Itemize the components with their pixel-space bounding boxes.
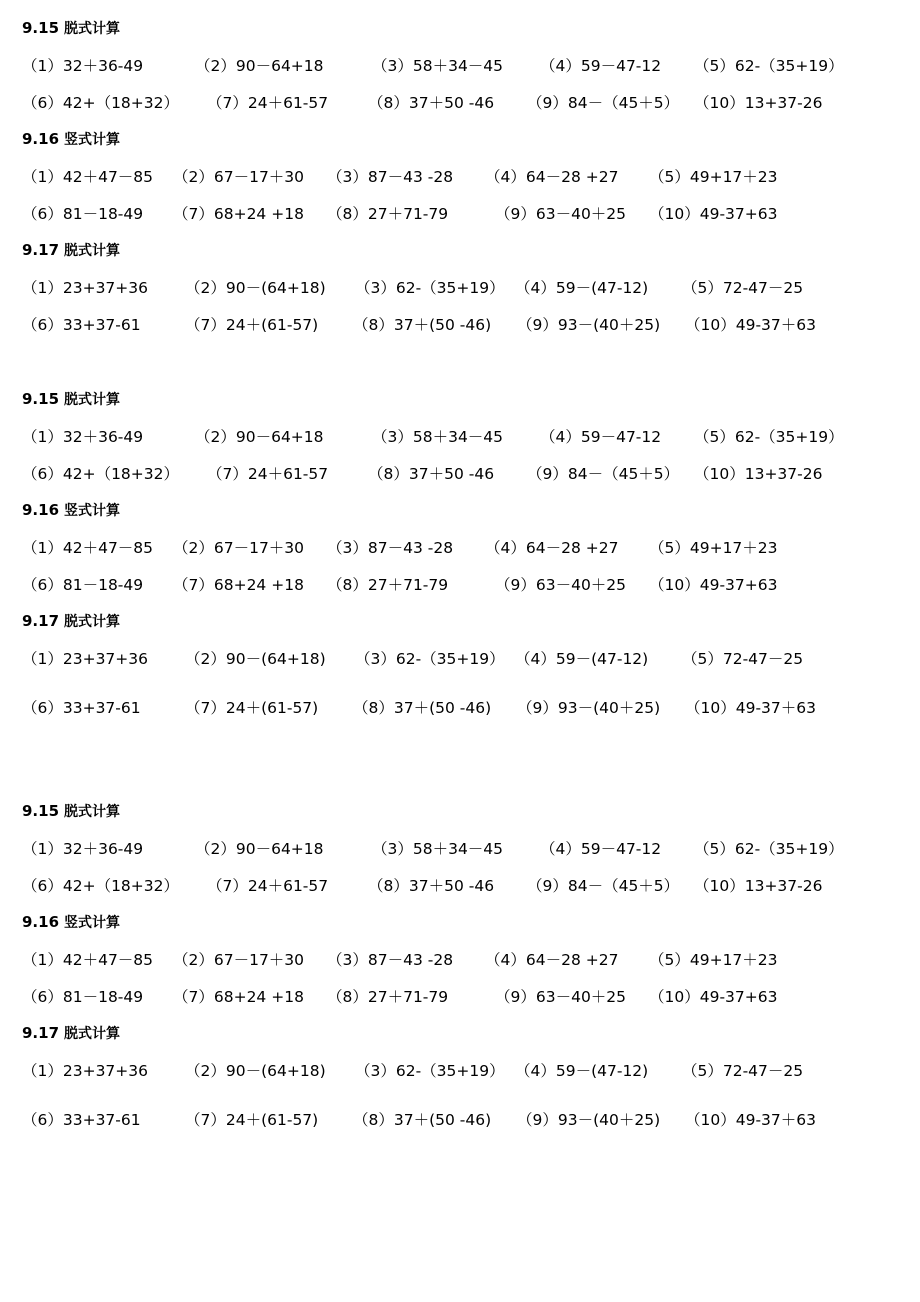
math-problem: （2）67－17＋30 bbox=[173, 168, 305, 186]
math-problem: （2）90－(64+18) bbox=[185, 279, 326, 297]
section-title: 脱式计算 bbox=[64, 1026, 121, 1042]
math-problem: （9）93－(40＋25) bbox=[517, 316, 661, 334]
math-problem: （5）62-（35+19） bbox=[694, 428, 844, 446]
math-problem: （3）62-（35+19） bbox=[355, 1062, 505, 1080]
math-problem: （7）24＋(61-57) bbox=[185, 699, 319, 717]
math-problem: （9）63－40＋25 bbox=[495, 576, 627, 594]
math-problem: （2）90－64+18 bbox=[195, 840, 324, 858]
math-problem: （7）24＋61-57 bbox=[207, 94, 329, 112]
math-problem: （7）24＋(61-57) bbox=[185, 1111, 319, 1129]
math-problem: （6）42+（18+32） bbox=[22, 94, 180, 112]
math-problem: （9）93－(40＋25) bbox=[517, 699, 661, 717]
section-date: 9.17 bbox=[22, 612, 60, 630]
math-problem: （3）87－43 -28 bbox=[327, 951, 454, 969]
math-problem: （10）49-37+63 bbox=[649, 988, 778, 1006]
math-problem: （4）59－47-12 bbox=[540, 57, 662, 75]
math-problem: （10）49-37＋63 bbox=[685, 1111, 816, 1129]
problem-row bbox=[0, 1108, 920, 1132]
math-problem: （5）62-（35+19） bbox=[694, 840, 844, 858]
section-date: 9.16 bbox=[22, 913, 60, 931]
math-problem: （1）42＋47－85 bbox=[22, 951, 154, 969]
section-date: 9.16 bbox=[22, 130, 60, 148]
math-problem: （1）32＋36-49 bbox=[22, 840, 144, 858]
problem-row bbox=[0, 948, 920, 972]
problem-row bbox=[0, 276, 920, 300]
section-title: 脱式计算 bbox=[64, 21, 121, 37]
math-problem: （10）13+37-26 bbox=[694, 465, 823, 483]
math-problem: （3）58＋34－45 bbox=[372, 428, 504, 446]
section-title: 竖式计算 bbox=[64, 503, 121, 519]
section-heading bbox=[22, 240, 120, 260]
section-heading bbox=[22, 801, 120, 821]
math-problem: （1）42＋47－85 bbox=[22, 539, 154, 557]
math-problem: （1）42＋47－85 bbox=[22, 168, 154, 186]
math-problem: （4）64－28 +27 bbox=[485, 951, 619, 969]
math-problem: （3）58＋34－45 bbox=[372, 57, 504, 75]
math-problem: （8）37＋(50 -46) bbox=[353, 316, 492, 334]
math-problem: （1）23+37+36 bbox=[22, 1062, 149, 1080]
math-problem: （1）23+37+36 bbox=[22, 650, 149, 668]
section-heading bbox=[22, 129, 120, 149]
math-problem: （5）49+17＋23 bbox=[649, 539, 778, 557]
problem-row bbox=[0, 165, 920, 189]
math-problem: （5）72-47－25 bbox=[682, 650, 804, 668]
math-problem: （5）49+17＋23 bbox=[649, 168, 778, 186]
math-problem: （6）42+（18+32） bbox=[22, 877, 180, 895]
section-heading bbox=[22, 389, 120, 409]
math-problem: （2）90－(64+18) bbox=[185, 1062, 326, 1080]
math-problem: （6）81－18-49 bbox=[22, 988, 144, 1006]
problem-row bbox=[0, 837, 920, 861]
math-problem: （4）59－47-12 bbox=[540, 840, 662, 858]
section-title: 脱式计算 bbox=[64, 392, 121, 408]
math-problem: （8）27＋71-79 bbox=[327, 988, 449, 1006]
math-problem: （8）27＋71-79 bbox=[327, 205, 449, 223]
problem-row bbox=[0, 202, 920, 226]
section-title: 脱式计算 bbox=[64, 243, 121, 259]
section-heading bbox=[22, 18, 120, 38]
math-problem: （9）93－(40＋25) bbox=[517, 1111, 661, 1129]
math-problem: （4）64－28 +27 bbox=[485, 539, 619, 557]
math-problem: （6）33+37-61 bbox=[22, 699, 141, 717]
math-problem: （5）72-47－25 bbox=[682, 279, 804, 297]
math-problem: （9）63－40＋25 bbox=[495, 205, 627, 223]
math-problem: （1）32＋36-49 bbox=[22, 57, 144, 75]
math-problem: （5）62-（35+19） bbox=[694, 57, 844, 75]
math-problem: （7）68+24 +18 bbox=[173, 988, 304, 1006]
section-date: 9.16 bbox=[22, 501, 60, 519]
math-problem: （7）24＋(61-57) bbox=[185, 316, 319, 334]
problem-row bbox=[0, 54, 920, 78]
math-problem: （3）58＋34－45 bbox=[372, 840, 504, 858]
section-title: 竖式计算 bbox=[64, 915, 121, 931]
math-problem: （8）37＋50 -46 bbox=[368, 877, 495, 895]
math-problem: （2）67－17＋30 bbox=[173, 951, 305, 969]
math-problem: （8）37＋50 -46 bbox=[368, 465, 495, 483]
math-problem: （2）90－64+18 bbox=[195, 428, 324, 446]
math-problem: （7）68+24 +18 bbox=[173, 576, 304, 594]
math-problem: （1）32＋36-49 bbox=[22, 428, 144, 446]
problem-row bbox=[0, 985, 920, 1009]
problem-row bbox=[0, 696, 920, 720]
math-problem: （5）72-47－25 bbox=[682, 1062, 804, 1080]
math-problem: （10）49-37+63 bbox=[649, 205, 778, 223]
math-problem: （10）49-37＋63 bbox=[685, 699, 816, 717]
math-problem: （6）42+（18+32） bbox=[22, 465, 180, 483]
math-problem: （8）37＋(50 -46) bbox=[353, 1111, 492, 1129]
math-problem: （9）63－40＋25 bbox=[495, 988, 627, 1006]
math-problem: （2）90－(64+18) bbox=[185, 650, 326, 668]
math-problem: （4）59－47-12 bbox=[540, 428, 662, 446]
math-problem: （7）68+24 +18 bbox=[173, 205, 304, 223]
math-problem: （8）27＋71-79 bbox=[327, 576, 449, 594]
problem-row bbox=[0, 647, 920, 671]
math-problem: （9）84－（45＋5） bbox=[527, 94, 680, 112]
section-heading bbox=[22, 500, 120, 520]
math-problem: （5）49+17＋23 bbox=[649, 951, 778, 969]
math-problem: （10）13+37-26 bbox=[694, 877, 823, 895]
problem-row bbox=[0, 91, 920, 115]
math-problem: （2）67－17＋30 bbox=[173, 539, 305, 557]
problem-row bbox=[0, 1059, 920, 1083]
section-date: 9.15 bbox=[22, 390, 60, 408]
math-problem: （3）62-（35+19） bbox=[355, 279, 505, 297]
math-problem: （6）33+37-61 bbox=[22, 316, 141, 334]
math-problem: （1）23+37+36 bbox=[22, 279, 149, 297]
math-problem: （8）37＋50 -46 bbox=[368, 94, 495, 112]
problem-row bbox=[0, 313, 920, 337]
math-problem: （4）59－(47-12) bbox=[515, 279, 649, 297]
math-problem: （3）62-（35+19） bbox=[355, 650, 505, 668]
math-problem: （3）87－43 -28 bbox=[327, 168, 454, 186]
math-problem: （4）59－(47-12) bbox=[515, 650, 649, 668]
math-problem: （7）24＋61-57 bbox=[207, 465, 329, 483]
section-title: 脱式计算 bbox=[64, 804, 121, 820]
problem-row bbox=[0, 425, 920, 449]
problem-row bbox=[0, 462, 920, 486]
section-title: 脱式计算 bbox=[64, 614, 121, 630]
math-problem: （3）87－43 -28 bbox=[327, 539, 454, 557]
math-problem: （2）90－64+18 bbox=[195, 57, 324, 75]
section-date: 9.15 bbox=[22, 802, 60, 820]
math-problem: （6）81－18-49 bbox=[22, 205, 144, 223]
math-problem: （6）81－18-49 bbox=[22, 576, 144, 594]
problem-row bbox=[0, 536, 920, 560]
math-problem: （4）59－(47-12) bbox=[515, 1062, 649, 1080]
problem-row bbox=[0, 573, 920, 597]
math-problem: （8）37＋(50 -46) bbox=[353, 699, 492, 717]
math-problem: （10）49-37＋63 bbox=[685, 316, 816, 334]
section-heading bbox=[22, 1023, 120, 1043]
section-title: 竖式计算 bbox=[64, 132, 121, 148]
math-problem: （6）33+37-61 bbox=[22, 1111, 141, 1129]
section-date: 9.17 bbox=[22, 241, 60, 259]
math-problem: （9）84－（45＋5） bbox=[527, 877, 680, 895]
problem-row bbox=[0, 874, 920, 898]
section-date: 9.15 bbox=[22, 19, 60, 37]
math-problem: （10）13+37-26 bbox=[694, 94, 823, 112]
math-problem: （7）24＋61-57 bbox=[207, 877, 329, 895]
section-heading bbox=[22, 912, 120, 932]
math-problem: （4）64－28 +27 bbox=[485, 168, 619, 186]
section-date: 9.17 bbox=[22, 1024, 60, 1042]
section-heading bbox=[22, 611, 120, 631]
math-problem: （10）49-37+63 bbox=[649, 576, 778, 594]
math-problem: （9）84－（45＋5） bbox=[527, 465, 680, 483]
